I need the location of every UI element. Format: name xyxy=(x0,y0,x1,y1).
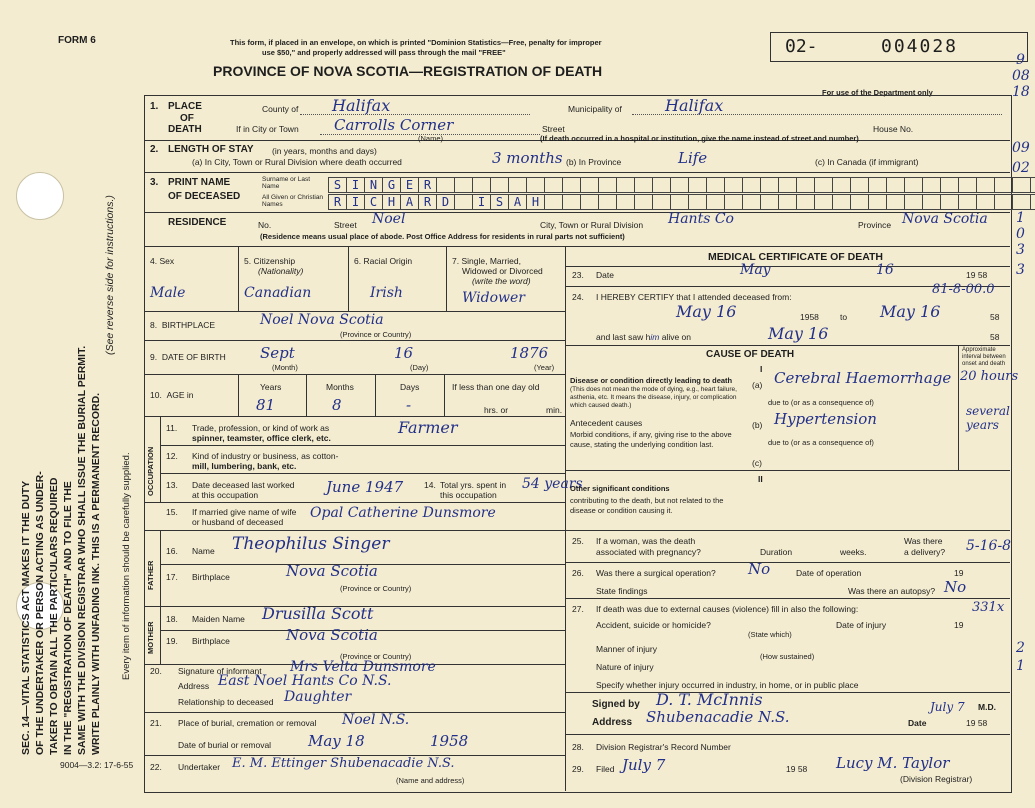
side-code-1: 9 xyxy=(1016,52,1025,68)
spouse-label: If married give name of wife xyxy=(192,507,297,517)
s1-label2: OF xyxy=(180,113,194,124)
residence-city-label: City, Town or Rural Division xyxy=(540,220,644,230)
side-code-10: 2 xyxy=(1016,640,1025,656)
side-code-11: 1 xyxy=(1016,658,1025,674)
interval-label: Approximate interval between onset and death xyxy=(962,347,1006,367)
death-date-day[interactable]: 16 xyxy=(876,262,894,278)
residence-province[interactable]: Nova Scotia xyxy=(902,211,988,227)
doctor-address-label: Address xyxy=(592,717,633,728)
stay-b-value[interactable]: Life xyxy=(678,149,708,167)
stay-c-label: (c) In Canada (if immigrant) xyxy=(815,157,919,167)
certify-to-year: 58 xyxy=(990,312,1000,322)
part-2-label: II xyxy=(758,474,763,484)
operation-date-label: Date of operation xyxy=(796,568,862,578)
spouse-label2: or husband of deceased xyxy=(192,517,284,527)
birthplace-label: 8. BIRTHPLACE xyxy=(150,320,216,330)
filed-label: Filed xyxy=(596,764,615,774)
dob-year-caption: (Year) xyxy=(534,363,555,372)
woman-num: 25. xyxy=(572,536,584,546)
specify-label: Specify whether injury occurred in industry, in home, or in public place xyxy=(596,680,859,690)
operation-year: 19 xyxy=(954,568,964,578)
s3-label: PRINT NAME xyxy=(168,177,231,188)
father-name-num: 16. xyxy=(166,546,178,556)
last-saw-label: and last saw him alive on xyxy=(596,332,692,342)
filed-num: 29. xyxy=(572,764,584,774)
woman-label2: associated with pregnancy? xyxy=(596,547,701,557)
residence-street-label: Street xyxy=(334,220,357,230)
informant-signature[interactable]: Mrs Velta Dunsmore xyxy=(290,659,436,675)
county-value[interactable]: Halifax xyxy=(332,96,391,115)
min-label: min. xyxy=(546,405,563,415)
findings-label: State findings xyxy=(596,586,648,596)
burial-place[interactable]: Noel N.S. xyxy=(342,712,410,728)
industry-label: Kind of industry or business, as cotton- xyxy=(192,451,339,461)
s2-num: 2. xyxy=(150,144,159,155)
mother-birthplace[interactable]: Nova Scotia xyxy=(286,626,378,644)
doctor-date[interactable]: July 7 xyxy=(930,700,965,714)
cause-b[interactable]: Hypertension xyxy=(774,410,877,428)
last-worked-label2: at this occupation xyxy=(192,490,259,500)
residence-street[interactable]: Noel xyxy=(372,211,406,227)
signed-label: Signed by xyxy=(592,699,640,710)
burial-year[interactable]: 1958 xyxy=(430,732,469,750)
father-birthplace-label: Birthplace xyxy=(192,572,230,582)
s2-label-note: (in years, months and days) xyxy=(272,146,377,156)
sex-label: 4. Sex xyxy=(150,256,175,266)
burial-date[interactable]: May 18 xyxy=(308,732,365,750)
delivery-label: Was there xyxy=(904,536,943,546)
s3-num: 3. xyxy=(150,177,159,188)
total-years-num: 14. xyxy=(424,480,436,490)
certify-from[interactable]: May 16 xyxy=(676,302,737,321)
part-1-label: I xyxy=(760,364,763,374)
birthplace-caption: (Province or Country) xyxy=(340,330,412,339)
marital-label: 7. Single, Married, xyxy=(452,256,521,266)
given-name-boxes[interactable]: R I C H A R D I S A H xyxy=(328,194,1035,210)
surgical-value[interactable]: No xyxy=(748,560,771,578)
last-worked-value[interactable]: June 1947 xyxy=(326,478,404,496)
death-date-year: 19 58 xyxy=(966,270,988,280)
form-title: PROVINCE OF NOVA SCOTIA—REGISTRATION OF DEATH xyxy=(213,63,603,79)
surname-label: Surname or Last Name xyxy=(262,176,311,190)
father-name[interactable]: Theophilus Singer xyxy=(232,534,390,554)
doctor-date-year: 19 58 xyxy=(966,718,988,728)
side-instruction-3: TAKER TO OBTAIN ALL THE PARTICULARS REQUIRED xyxy=(48,477,60,755)
marital-label2: Widowed or Divorced xyxy=(462,266,543,276)
age-months-label: Months xyxy=(326,382,354,392)
notice-line-2: use $50," and properly addressed will pass through the mail "FREE" xyxy=(262,48,506,57)
signed-value[interactable]: D. T. McInnis xyxy=(656,690,763,709)
surgical-label: Was there a surgical operation? xyxy=(596,568,716,578)
dob-year[interactable]: 1876 xyxy=(510,344,549,362)
mother-name-num: 18. xyxy=(166,614,178,624)
mother-birthplace-caption: (Province or Country) xyxy=(340,652,412,661)
side-code-9: 3 xyxy=(1016,262,1025,278)
doctor-address[interactable]: Shubenacadie N.S. xyxy=(646,708,790,726)
spouse-num: 15. xyxy=(166,507,178,517)
residence-no-label: No. xyxy=(258,220,272,230)
mother-name-label: Maiden Name xyxy=(192,614,245,624)
nature-label: Nature of injury xyxy=(596,662,654,672)
alive-date[interactable]: May 16 xyxy=(768,324,829,343)
cause-a[interactable]: Cerebral Haemorrhage xyxy=(774,369,952,387)
lt-day-label: If less than one day old xyxy=(452,382,540,392)
registration-number-box xyxy=(770,32,1028,62)
stay-a-value[interactable]: 3 months xyxy=(492,149,563,167)
trade-label2: spinner, teamster, office clerk, etc. xyxy=(192,433,331,443)
registration-number: 004028 xyxy=(881,36,959,57)
trade-value[interactable]: Farmer xyxy=(398,418,458,437)
last-worked-label: Date deceased last worked xyxy=(192,480,295,490)
registrar-signature[interactable]: Lucy M. Taylor xyxy=(836,754,950,772)
s1-label3: DEATH xyxy=(168,124,202,135)
antecedent-note: Morbid conditions, if any, giving rise to the above cause, stating the underlying condition last. xyxy=(570,430,732,449)
cause-a-label: (a) xyxy=(752,380,763,390)
citizenship-sub: (Nationality) xyxy=(258,266,304,276)
father-section-label: FATHER xyxy=(146,560,155,590)
side-code-7: 0 xyxy=(1016,226,1025,242)
doctor-date-label: Date xyxy=(908,718,927,728)
last-worked-num: 13. xyxy=(166,480,178,490)
hrs-label: hrs. or xyxy=(484,405,509,415)
informant-sig-label: Signature of informant xyxy=(178,666,262,676)
origin-label: 6. Racial Origin xyxy=(354,256,413,266)
death-date-month[interactable]: May xyxy=(740,262,771,278)
cause-b-label: (b) xyxy=(752,420,763,430)
marital-value[interactable]: Widower xyxy=(462,290,525,306)
side-code-6: 1 xyxy=(1016,210,1025,226)
industry-num: 12. xyxy=(166,451,178,461)
side-code-8: 3 xyxy=(1016,242,1025,258)
antecedent-label: Antecedent causes xyxy=(570,418,643,428)
side-instruction-8: Every item of information should be carefully supplied. xyxy=(121,452,132,680)
occupation-section-label: OCCUPATION xyxy=(146,446,155,496)
undertaker-label: Undertaker xyxy=(178,762,221,772)
spouse-value[interactable]: Opal Catherine Dunsmore xyxy=(310,505,496,521)
dob-month[interactable]: Sept xyxy=(260,344,295,362)
total-years-value[interactable]: 54 years xyxy=(522,476,583,492)
informant-address[interactable]: East Noel Hants Co N.S. xyxy=(218,673,392,689)
s1-label: PLACE xyxy=(168,101,202,112)
age-months[interactable]: 8 xyxy=(332,396,342,414)
side-instruction-2: OF THE UNDERTAKER OR PERSON ACTING AS UNDER- xyxy=(34,471,46,755)
citizenship-value[interactable]: Canadian xyxy=(244,285,312,301)
age-days-label: Days xyxy=(400,382,420,392)
due-to-label-2: due to (or as a consequence of) xyxy=(768,438,874,447)
informant-address-label: Address xyxy=(178,681,210,691)
father-birthplace-caption: (Province or Country) xyxy=(340,584,412,593)
death-date-num: 23. xyxy=(572,270,584,280)
external-label: If death was due to external causes (violence) fill in also the following: xyxy=(596,604,859,614)
form-label: FORM 6 xyxy=(58,35,96,46)
woman-label: If a woman, was the death xyxy=(596,536,696,546)
mother-birthplace-num: 19. xyxy=(166,636,178,646)
municipality-value[interactable]: Halifax xyxy=(665,96,724,115)
side-instruction-7: (See reverse side for instructions.) xyxy=(104,195,116,355)
age-years-label: Years xyxy=(260,382,282,392)
total-years-label2: this occupation xyxy=(440,490,497,500)
record-label: Division Registrar's Record Number xyxy=(596,742,731,752)
house-label: House No. xyxy=(873,124,914,134)
injury-date-label: Date of injury xyxy=(836,620,887,630)
burial-num: 21. xyxy=(150,718,162,728)
hospital-note: (If death occurred in a hospital or institution, give the name instead of street and number) xyxy=(540,134,859,143)
informant-relationship[interactable]: Daughter xyxy=(284,689,352,705)
burial-place-label: Place of burial, cremation or removal xyxy=(178,718,317,728)
notice-line-1: This form, if placed in an envelope, on which is printed "Dominion Statistics—Free, penalty for improper xyxy=(230,38,602,47)
burial-date-label: Date of burial or removal xyxy=(178,740,272,750)
department-use-label: For use of the Department only xyxy=(822,88,933,97)
autopsy-value[interactable]: No xyxy=(944,578,967,596)
cause-title: CAUSE OF DEATH xyxy=(706,349,795,360)
s2-label: LENGTH OF STAY xyxy=(168,144,254,155)
external-num: 27. xyxy=(572,604,584,614)
medical-title: MEDICAL CERTIFICATE OF DEATH xyxy=(708,251,883,263)
undertaker-num: 22. xyxy=(150,762,162,772)
certify-from-year: 1958 xyxy=(800,312,819,322)
street-label: Street xyxy=(542,124,565,134)
side-code-5: 02 xyxy=(1012,160,1030,176)
stay-b-label: (b) In Province xyxy=(566,157,622,167)
dob-label: 9. DATE OF BIRTH xyxy=(150,352,226,362)
given-label: All Given or Christian Names xyxy=(262,194,324,208)
father-birthplace-num: 17. xyxy=(166,572,178,582)
woman-annotation: 5-16-8 xyxy=(966,538,1012,554)
residence-province-label: Province xyxy=(858,220,892,230)
birthplace-value[interactable]: Noel Nova Scotia xyxy=(260,312,384,328)
father-name-label: Name xyxy=(192,546,215,556)
side-code-4: 09 xyxy=(1012,140,1030,156)
marital-sub: (write the word) xyxy=(472,276,531,286)
industry-label2: mill, lumbering, bank, etc. xyxy=(192,461,297,471)
total-years-label: Total yrs. spent in xyxy=(440,480,507,490)
city-value[interactable]: Carrolls Corner xyxy=(334,116,454,134)
trade-num: 11. xyxy=(166,423,178,433)
registrar-caption: (Division Registrar) xyxy=(900,774,973,784)
filed-date[interactable]: July 7 xyxy=(622,756,666,774)
direct-label: Disease or condition directly leading to death xyxy=(570,376,733,385)
delivery-label2: a delivery? xyxy=(904,547,946,557)
dob-month-caption: (Month) xyxy=(272,363,298,372)
record-num: 28. xyxy=(572,742,584,752)
state-which: (State which) xyxy=(748,630,792,639)
undertaker-caption: (Name and address) xyxy=(396,776,465,785)
injury-year: 19 xyxy=(954,620,964,630)
md-label: M.D. xyxy=(978,702,996,712)
accident-label: Accident, suicide or homicide? xyxy=(596,620,711,630)
how-sustained: (How sustained) xyxy=(760,652,815,661)
dob-day-caption: (Day) xyxy=(410,363,429,372)
citizenship-label: 5. Citizenship xyxy=(244,256,296,266)
father-birthplace[interactable]: Nova Scotia xyxy=(286,562,378,580)
punch-hole-top xyxy=(16,172,64,220)
death-date-label: Date xyxy=(596,270,614,280)
age-label: 10. AGE in xyxy=(150,390,194,400)
interval-a[interactable]: 20 hours xyxy=(960,369,1019,384)
manner-label: Manner of injury xyxy=(596,644,657,654)
certify-label: I HEREBY CERTIFY that I attended deceased from: xyxy=(596,292,792,302)
mother-birthplace-label: Birthplace xyxy=(192,636,230,646)
certify-to[interactable]: May 16 xyxy=(880,302,941,321)
surgical-num: 26. xyxy=(572,568,584,578)
age-days[interactable]: - xyxy=(406,396,412,414)
s1-num: 1. xyxy=(150,101,159,112)
name-caption: (Name) xyxy=(418,134,444,143)
certify-num: 24. xyxy=(572,292,584,302)
side-code-2: 08 xyxy=(1012,68,1030,84)
other-note: contributing to the death, but not related to the disease or condition causing it. xyxy=(570,496,724,515)
direct-note: (This does not mean the mode of dying, e.g., heart failure, asthenia, etc. It means the disease, injury, or complication which caused death.) xyxy=(570,386,737,409)
mother-name[interactable]: Drusilla Scott xyxy=(262,604,374,623)
side-instruction-6: WRITE PLAINLY WITH UNFADING INK. THIS IS A PERMANENT RECORD. xyxy=(90,392,102,755)
stay-a-label: (a) In City, Town or Rural Division where death occurred xyxy=(192,157,402,167)
side-instruction-1: SEC. 14—VITAL STATISTICS ACT MAKES IT THE DUTY xyxy=(20,480,32,755)
sex-value[interactable]: Male xyxy=(150,285,186,301)
side-instruction-5: SAME WITH THE DIVISION REGISTRAR WHO SHALL ISSUE THE BURIAL PERMIT. xyxy=(76,345,88,755)
alive-year: 58 xyxy=(990,332,1000,342)
surname-boxes[interactable]: S I N G E R xyxy=(328,177,1035,193)
city-label: If in City or Town xyxy=(236,124,299,134)
side-code-3: 18 xyxy=(1012,84,1030,100)
cause-c-label: (c) xyxy=(752,458,762,468)
due-to-label-1: due to (or as a consequence of) xyxy=(768,398,874,407)
residence-label: RESIDENCE xyxy=(168,217,227,228)
weeks-label: weeks. xyxy=(840,547,867,557)
certify-to-label: to xyxy=(840,312,848,322)
autopsy-label: Was there an autopsy? xyxy=(848,586,936,596)
county-label: County of xyxy=(262,104,299,114)
residence-city[interactable]: Hants Co xyxy=(668,211,734,227)
s3-label2: OF DECEASED xyxy=(168,191,241,202)
residence-note: (Residence means usual place of abode. Post Office Address for residents in rural parts not sufficient) xyxy=(260,232,625,241)
informant-num: 20. xyxy=(150,666,162,676)
certify-annotation: 81-8-00.0 xyxy=(932,282,995,297)
age-years[interactable]: 81 xyxy=(256,396,276,414)
registration-prefix: 02- xyxy=(785,36,818,57)
informant-relationship-label: Relationship to deceased xyxy=(178,697,274,707)
dob-day[interactable]: 16 xyxy=(394,344,414,362)
interval-b[interactable]: several years xyxy=(966,404,1010,432)
external-annotation: 331x xyxy=(972,600,1005,615)
mother-section-label: MOTHER xyxy=(146,621,155,654)
duration-label: Duration xyxy=(760,547,793,557)
undertaker-value[interactable]: E. M. Ettinger Shubenacadie N.S. xyxy=(232,756,455,771)
trade-label: Trade, profession, or kind of work as xyxy=(192,423,330,433)
side-instruction-4: IN THE "REGISTRATION OF DEATH" AND TO FILE THE xyxy=(62,481,74,755)
footer-code: 9004—3.2: 17-6-55 xyxy=(60,760,134,770)
origin-value[interactable]: Irish xyxy=(370,285,403,301)
municipality-label: Municipality of xyxy=(568,104,622,114)
other-label: Other significant conditions xyxy=(570,484,670,493)
filed-year: 19 58 xyxy=(786,764,808,774)
